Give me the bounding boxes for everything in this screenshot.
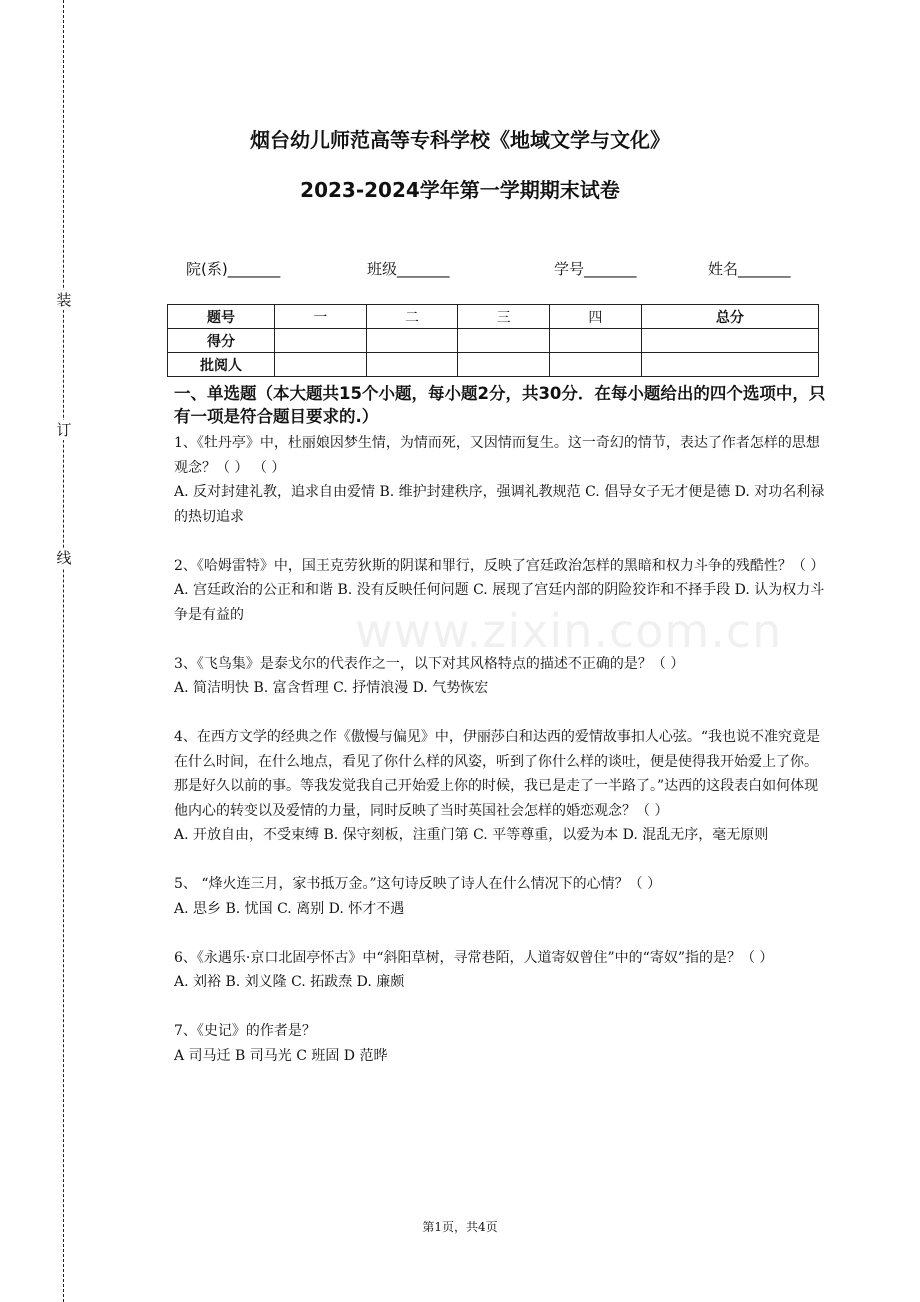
score-cell[interactable] <box>641 329 818 353</box>
header-cell-1: 一 <box>275 305 367 329</box>
grader-cell[interactable] <box>275 353 367 377</box>
dept-field[interactable]: 院(系)_______ <box>186 260 281 278</box>
header-cell-4: 四 <box>550 305 642 329</box>
grader-row-label: 批阅人 <box>168 353 275 377</box>
grader-cell[interactable] <box>366 353 458 377</box>
score-cell[interactable] <box>275 329 367 353</box>
question-5 <box>174 872 826 921</box>
question-stem: 5、 “烽火连三月，家书抵万金。”这句诗反映了诗人在什么情况下的心情？（ ） <box>174 876 662 892</box>
header-cell-total: 总分 <box>641 305 818 329</box>
score-cell[interactable] <box>366 329 458 353</box>
grader-cell[interactable] <box>641 353 818 377</box>
question-options: A. 反对封建礼教，追求自由爱情 B. 维护封建秩序，强调礼教规范 C. 倡导女子无才便是德 D. 对功名利禄的热切追求 <box>174 484 825 525</box>
page-footer: 第1页，共4页 <box>422 1220 498 1234</box>
score-row <box>168 329 819 353</box>
question-stem: 7、《史记》的作者是？ <box>174 1023 316 1039</box>
question-stem: 3、《飞鸟集》是泰戈尔的代表作之一，以下对其风格特点的描述不正确的是？（ ） <box>174 655 685 672</box>
grader-cell[interactable] <box>550 353 642 377</box>
grader-cell[interactable] <box>458 353 550 377</box>
question-options: A. 刘裕 B. 刘义隆 C. 拓跋焘 D. 廉颇 <box>174 974 405 990</box>
grader-row <box>168 353 819 377</box>
binding-label-ding: 订 <box>56 421 72 439</box>
class-field[interactable]: 班级_______ <box>367 260 450 278</box>
exam-subtitle: 2023-2024学年第一学期期末试卷 <box>300 178 620 202</box>
student-id-field[interactable]: 学号_______ <box>554 260 637 278</box>
score-row-label: 得分 <box>168 329 275 353</box>
question-stem: 4、在西方文学的经典之作《傲慢与偏见》中，伊丽莎白和达西的爱情故事扣人心弦。“我也说不准究竟是在什么时间，在什么地点，看见了你什么样的风姿，听到了你什么样的谈吐，便是使得我开始爱上了你。那是好久以前的事。等我发觉我自己开始爱上你的时候，我已是走了一半路了。”达西的这段表白如何体现他内心的转变以及爱情的力量，同时反映了当时英国社会怎样的婚恋观念？（ ） <box>174 729 821 819</box>
question-7 <box>174 1019 826 1068</box>
header-cell-3: 三 <box>458 305 550 329</box>
question-options: A. 开放自由，不受束缚 B. 保守刻板，注重门第 C. 平等尊重，以爱为本 D. 混乱无序，毫无原则 <box>174 827 769 843</box>
binding-label-xian: 线 <box>56 549 72 567</box>
header-cell-question-number: 题号 <box>168 305 275 329</box>
question-1 <box>174 431 826 529</box>
score-cell[interactable] <box>458 329 550 353</box>
header-cell-2: 二 <box>366 305 458 329</box>
section-heading: 一、单选题（本大题共15个小题，每小题2分，共30分．在每小题给出的四个选项中，只有一项是符合题目要求的.） <box>174 384 826 426</box>
exam-title: 烟台幼儿师范高等专科学校《地域文学与文化》 <box>250 128 670 152</box>
binding-label-zhuang: 装 <box>56 291 72 309</box>
question-6 <box>174 946 826 995</box>
question-stem: 2、《哈姆雷特》中，国王克劳狄斯的阴谋和罪行，反映了宫廷政治怎样的黑暗和权力斗争的残酷性？（ ） <box>174 557 825 574</box>
exam-content <box>174 382 826 1068</box>
question-4 <box>174 725 826 848</box>
score-table-header-row <box>168 305 819 329</box>
name-field[interactable]: 姓名_______ <box>708 260 791 278</box>
score-cell[interactable] <box>550 329 642 353</box>
question-stem: 6、《永遇乐·京口北固亭怀古》中“斜阳草树，寻常巷陌，人道寄奴曾住”中的“寄奴”指的是？（ ） <box>174 949 774 966</box>
watermark: www.zixin.com.cn <box>355 604 783 658</box>
question-options: A. 思乡 B. 忧国 C. 离别 D. 怀才不遇 <box>174 900 405 917</box>
score-table <box>167 304 819 377</box>
question-options: A 司马迁 B 司马光 C 班固 D 范晔 <box>174 1047 388 1064</box>
question-options: A. 简洁明快 B. 富含哲理 C. 抒情浪漫 D. 气势恢宏 <box>174 680 489 696</box>
question-options: A. 宫廷政治的公正和和谐 B. 没有反映任何问题 C. 展现了宫廷内部的阴险狡诈和不择手段 D. 认为权力斗争是有益的 <box>174 582 825 623</box>
question-stem: 1、《牡丹亭》中，杜丽娘因梦生情，为情而死，又因情而复生。这一奇幻的情节，表达了作者怎样的思想观念？（ ） （ ） <box>174 435 820 476</box>
question-3 <box>174 652 826 701</box>
